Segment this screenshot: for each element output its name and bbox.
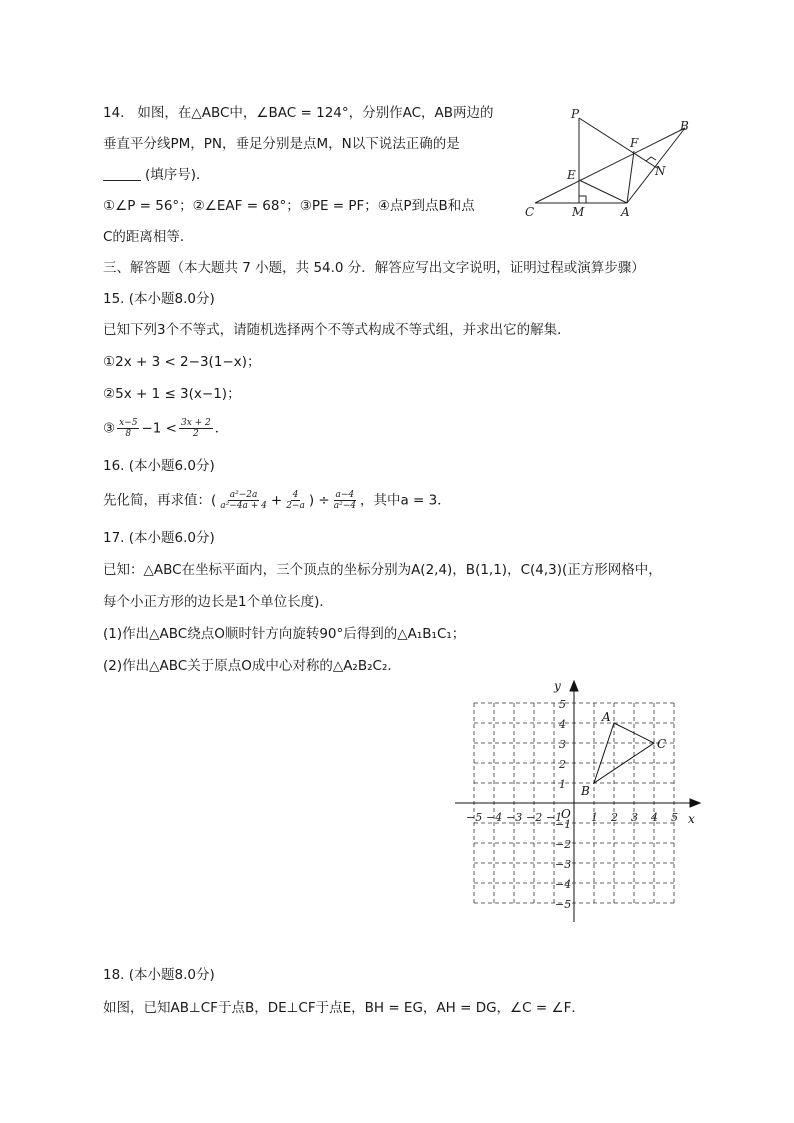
triangle-ABC [594, 723, 654, 783]
q16-fraction-3 [332, 490, 358, 511]
x-tick-label: 4 [651, 811, 658, 824]
x-tick-label: −3 [506, 811, 523, 824]
q17-header: 17. (本小题6.0分) [103, 530, 215, 546]
x-tick-label: 5 [671, 811, 678, 824]
x-axis-label: x [688, 812, 695, 826]
fraction-numerator: 4 [292, 490, 299, 500]
q14-figure [518, 100, 698, 225]
q16-divide: ) ÷ [308, 492, 330, 509]
x-tick-label: 2 [611, 811, 618, 824]
y-tick-label: −4 [555, 878, 572, 891]
q16-plus: + [270, 492, 283, 509]
q17-line1: 已知：△ABC在坐标平面内，三个顶点的坐标分别为A(2,4)，B(1,1)，C(4,3)(正方形网格中， [103, 562, 662, 578]
point-A-label: A [602, 710, 611, 724]
y-tick-label: 3 [559, 738, 566, 751]
label-A: A [621, 205, 630, 219]
fraction-denominator: 8 [125, 429, 132, 439]
segment-PN [579, 118, 657, 168]
right-angle-N [646, 157, 656, 161]
q14-line4: ①∠P = 56°；②∠EAF = 68°；③PE = PF；④点P到点B和点 [103, 198, 475, 214]
q17-line2: 每个小正方形的边长是1个单位长度)． [103, 594, 333, 610]
q15-item3-end: ． [214, 420, 229, 437]
q15-item3-mid: −1 < [141, 420, 177, 437]
x-tick-label: −1 [546, 811, 563, 824]
y-axis-arrow [570, 681, 578, 691]
q14-line2: 垂直平分线PM，PN，垂足分别是点M，N以下说法正确的是 [103, 136, 460, 152]
q16-fraction-2 [284, 490, 307, 511]
fraction-numerator: x−5 [119, 418, 138, 428]
q15-item2: ②5x + 1 ≤ 3(x−1)； [103, 386, 241, 402]
fraction-denominator: 2 [193, 429, 199, 439]
y-tick-label: −3 [555, 858, 572, 871]
point-C-label: C [657, 737, 667, 751]
fraction-denominator: a²−4 [333, 501, 356, 511]
q14-line3 [103, 165, 210, 185]
y-tick-label: 2 [559, 758, 566, 771]
q15-intro: 已知下列3个不等式，请随机选择两个不等式构成不等式组，并求出它的解集． [103, 322, 571, 338]
y-tick-label: 1 [559, 778, 566, 791]
q16-suffix: ，其中a = 3． [359, 492, 451, 509]
fraction-denominator: 2−a [286, 501, 305, 511]
q16-header: 16. (本小题6.0分) [103, 458, 215, 474]
q14-text1: 如图，在△ABC中，∠BAC = 124°，分别作AC，AB两边的 [137, 105, 494, 121]
label-P: P [571, 107, 580, 121]
answer-blank[interactable] [103, 166, 141, 181]
q18-line1: 如图，已知AB⊥CF于点B，DE⊥CF于点E，BH = EG，AH = DG，∠C = ∠F． [103, 1000, 585, 1016]
x-tick-label: 3 [631, 811, 638, 824]
point-B-label: B [581, 784, 590, 798]
coordinate-grid [450, 675, 710, 930]
y-tick-label: 5 [559, 698, 566, 711]
q16-prefix: 先化简，再求值：( [103, 492, 217, 509]
section-3-heading: 三、解答题（本大题共 7 小题，共 54.0 分．解答应写出文字说明，证明过程或演算步骤） [103, 260, 645, 276]
y-tick-label: −2 [555, 838, 572, 851]
q15-header: 15. (本小题8.0分) [103, 291, 215, 307]
q16-fraction-1 [218, 490, 269, 511]
label-M: M [572, 205, 585, 219]
q15-item1: ①2x + 3 < 2−3(1−x)； [103, 354, 261, 370]
q17-task1: (1)作出△ABC绕点O顺时针方向旋转90°后得到的△A₁B₁C₁； [103, 626, 466, 642]
q16-expression [103, 490, 451, 511]
origin-label: O [561, 807, 571, 821]
fraction-denominator: a²−4a + 4 [220, 501, 267, 511]
label-F: F [630, 136, 639, 150]
fraction-numerator: 3x + 2 [180, 418, 211, 428]
right-angle-M [579, 196, 586, 203]
label-N: N [655, 164, 666, 178]
x-axis-arrow [690, 799, 700, 807]
fraction-numerator: a−4 [335, 490, 355, 500]
q15-item3-marker: ③ [103, 420, 116, 437]
y-tick-label: 4 [559, 718, 566, 731]
y-tick-label: −1 [555, 818, 572, 831]
x-tick-label: −5 [466, 811, 483, 824]
x-tick-label: 1 [591, 811, 598, 824]
y-axis-label: y [554, 679, 561, 693]
q15-fraction-1 [117, 418, 139, 439]
q18-header: 18. (本小题8.0分) [103, 967, 215, 983]
q14-line1 [103, 103, 494, 123]
q17-task2: (2)作出△ABC关于原点O成中心对称的△A₂B₂C₂． [103, 658, 401, 674]
fraction-numerator: a²−2a [229, 490, 258, 500]
x-tick-label: −4 [486, 811, 503, 824]
label-E: E [567, 168, 576, 182]
x-tick-label: −2 [526, 811, 543, 824]
q15-item3 [103, 418, 228, 439]
label-B: B [680, 119, 689, 133]
q15-fraction-2 [179, 418, 213, 439]
y-tick-label: −5 [555, 898, 572, 911]
label-C: C [525, 205, 535, 219]
q14-text3: (填序号)． [145, 167, 210, 183]
q14-line5: C的距离相等． [103, 229, 194, 245]
q14-number: 14. [103, 105, 125, 121]
